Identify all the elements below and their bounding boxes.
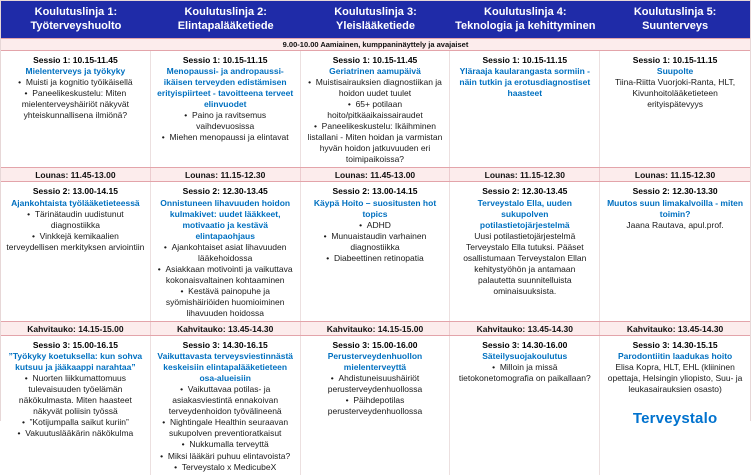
session-2-row — [1, 182, 750, 321]
track-name-label: Elintapalääketiede — [177, 19, 274, 32]
session-time: Sessio 3: 14.30-16.15 — [182, 340, 268, 351]
lounas-row — [1, 167, 750, 182]
session-speaker-text: Elisa Kopra, HLT, EHL (kliininen opettaja, Helsingin yliopisto, Suu- ja leukasairauksien osasto) — [607, 362, 743, 395]
session-time: Sessio 3: 14.30-16.00 — [482, 340, 568, 351]
session-bullet: • Vaikuttavaa potilas- ja asiakasviestintä ennakoivan terveydenhoidon työvälineenä — [156, 384, 295, 417]
session-bullet: • Diabeettinen retinopatia — [306, 253, 445, 264]
session-1-cell-2 — [151, 51, 301, 167]
session-bullet: • Terveystalo x MedicubeX — [156, 462, 295, 473]
header-row — [1, 1, 750, 38]
session-title: Perusterveydenhuollon mielenterveyttä — [327, 351, 423, 373]
session-title: Muutos suun limakalvoilla - miten toimin? — [607, 197, 744, 219]
session-time: Sessio 2: 12.30-13.45 — [482, 186, 568, 197]
session-1-cell-5 — [600, 51, 750, 167]
session-speaker-text: Uusi potilastietojärjestelmä Terveystalo Ella tutuksi. Pääset osallistumaan Terveystalon Ellan kehitystyöhön ja antamaan palautetta suunnitelluista ominaisuuksista. — [463, 230, 587, 296]
session-time: Sessio 3: 15.00-16.15 — [32, 340, 118, 351]
session-2-cell-1 — [1, 182, 151, 321]
session-3-cell-4 — [450, 336, 600, 475]
session-1-row — [1, 51, 750, 167]
session-bullet: • Milloin ja missä tietokonetomografia on paikallaan? — [455, 362, 594, 384]
session-time: Sessio 1: 10.15-11.45 — [332, 55, 418, 65]
session-bullet: • Miehen menopaussi ja elintavat — [156, 132, 295, 143]
session-title: Vaikuttavasta terveysviestinnästä keskeisiin elintapalääketieteen osa-alueisiin — [157, 351, 293, 384]
track-number-label: Koulutuslinja 3: — [334, 5, 417, 18]
session-time: Sessio 2: 13.00-14.15 — [32, 186, 118, 197]
header-cell-koulutuslinja-5 — [600, 1, 750, 38]
session-1-cell-4 — [450, 51, 600, 167]
session-bullet: • Vinkkejä kemikaalien terveydellisen merkityksen arviointiin — [6, 231, 145, 253]
session-2-cell-5 — [600, 182, 750, 321]
session-title: Onnistuneen lihavuuden hoidon kulmakivet: uudet lääkkeet, motivaatio ja kestävä elintapaohjaus — [160, 197, 291, 241]
kahvitauko-row — [1, 321, 750, 336]
session-bullet: • Muistisairauksien diagnostiikan ja hoidon uudet tuulet — [306, 77, 445, 99]
session-bullet: • Nuorten liikkumattomuus tulevaisuuden työelämän näkökulmasta. Miten haasteet näkyvät poliisin työssä — [6, 373, 145, 417]
session-1-cell-3 — [301, 51, 451, 167]
lounas-cell-3: Lounas: 11.45-13.00 — [301, 168, 451, 181]
session-title: ”Työkyky koetuksella: kun sohva kutsuu ja jääkaappi narahtaa” — [8, 351, 143, 373]
lounas-cell-2: Lounas: 11.15-12.30 — [151, 168, 301, 181]
session-title: Yläraaja kaularangasta sormiin - näin tutkin ja erotusdiagnostiset haasteet — [459, 66, 591, 99]
session-speaker-text: Tiina-Riitta Vuorjoki-Ranta, HLT, Kivunhoitolääketieteen erityispätevyys — [615, 77, 736, 110]
header-cell-koulutuslinja-4 — [450, 1, 600, 38]
session-2-cell-4 — [450, 182, 600, 321]
session-bullet: • Tärinätaudin uudistunut diagnostiikka — [6, 209, 145, 231]
session-3-cell-5 — [600, 336, 750, 475]
session-bullet: • Miksi lääkäri puhuu elintavoista? — [156, 451, 295, 462]
session-bullet: • Asiakkaan motivointi ja vaikuttava kokonaisvaltainen kohtaaminen — [156, 264, 295, 286]
session-bullet: • Muisti ja kognitio työikäisellä — [6, 77, 145, 88]
track-name-label: Työterveyshuolto — [30, 19, 122, 32]
terveystalo-logo: Terveystalo — [632, 410, 718, 428]
lounas-cell-1: Lounas: 11.45-13.00 — [1, 168, 151, 181]
track-number-label: Koulutuslinja 5: — [633, 5, 717, 18]
session-bullet: • 65+ potilaan hoito/pitkäaikaissairaudet — [306, 99, 445, 121]
kahvitauko-cell-1: Kahvitauko: 14.15-15.00 — [1, 322, 151, 335]
session-time: Sessio 1: 10.15-11.45 — [33, 55, 118, 65]
track-number-label: Koulutuslinja 2: — [184, 5, 267, 18]
session-title: Suupolte — [656, 66, 694, 77]
lounas-cell-5: Lounas: 11.15-12.30 — [634, 169, 716, 180]
session-bullet: • Päihdepotilas perusterveydenhuollossa — [306, 395, 445, 417]
session-bullet: • Ahdistuneisuushäiriöt perusterveydenhuollossa — [306, 373, 445, 395]
session-title: Käypä Hoito – suositusten hot topics — [313, 197, 437, 219]
kahvitauko-cell-4: Kahvitauko: 13.45-14.30 — [450, 322, 600, 335]
session-2-cell-2 — [151, 182, 301, 321]
session-bullet: • Kestävä painopuhe ja syömishäiriöiden huomioiminen lihavuuden hoidossa — [156, 286, 295, 319]
session-1-cell-1 — [1, 51, 151, 167]
session-title: Parodontiitin laadukas hoito — [617, 351, 733, 362]
session-time: Sessio 1: 10.15-11.15 — [182, 55, 268, 65]
kahvitauko-cell-2: Kahvitauko: 13.45-14.30 — [151, 322, 301, 335]
session-3-row — [1, 336, 750, 475]
session-time: Sessio 1: 10.15-11.15 — [482, 55, 568, 65]
session-bullet: • ”Kotijumpalla saikut kuriin” — [6, 417, 145, 428]
session-bullet: • Paneelikeskustelu: Miten mielenterveyshäiriöt näkyvät yhteiskunnallisena ilmiönä? — [6, 88, 145, 121]
header-cell-koulutuslinja-3 — [301, 1, 451, 38]
session-bullet: • Munuaistaudin varhainen diagnostiikka — [306, 231, 445, 253]
header-cell-koulutuslinja-2 — [151, 1, 301, 38]
session-time: Sessio 3: 15.00-16.00 — [332, 340, 418, 351]
track-number-label: Koulutuslinja 1: — [34, 5, 118, 18]
session-time: Sessio 2: 12.30-13.45 — [182, 186, 268, 197]
session-title: Menopaussi- ja andropaussi-ikäisen terveyden edistämisen erityispiirteet - tavoitteena terveet elinvuodet — [157, 66, 294, 110]
session-bullet: • Paino ja ravitsemus vaihdevuosissa — [156, 110, 295, 132]
session-bullet: • ADHD — [306, 220, 445, 231]
session-title: Säteilysuojakoulutus — [482, 351, 568, 362]
session-3-cell-3 — [301, 336, 451, 475]
track-name-label: Suunterveys — [642, 19, 709, 32]
header-cell-koulutuslinja-1 — [1, 1, 151, 38]
track-name-label: Teknologia ja kehittyminen — [455, 19, 596, 32]
session-bullet: • Ajankohtaiset asiat lihavuuden lääkehoidossa — [156, 242, 295, 264]
session-time: Sessio 2: 13.00-14.15 — [332, 186, 418, 197]
kahvitauko-cell-3: Kahvitauko: 14.15-15.00 — [301, 322, 451, 335]
kahvitauko-cell-5: Kahvitauko: 13.45-14.30 — [626, 323, 724, 334]
session-time: Sessio 1: 10.15-11.15 — [632, 55, 718, 65]
session-title: Ajankohtaista työlääketieteessä — [11, 197, 140, 208]
session-time: Sessio 3: 14.30-15.15 — [632, 340, 718, 351]
session-bullet: • Nightingale Healthin seuraavan sukupolven preventioratkaisut — [156, 417, 295, 439]
session-title: Mielenterveys ja työkyky — [25, 66, 126, 77]
track-name-label: Yleislääketiede — [336, 19, 415, 32]
lounas-cell-4: Lounas: 11.15-12.30 — [450, 168, 600, 181]
breakfast-strip: 9.00-10.00 Aamiainen, kumppaninäyttely ja avajaiset — [1, 38, 750, 51]
session-3-cell-1 — [1, 336, 151, 475]
session-bullet: • Vakuutuslääkärin näkökulma — [6, 428, 145, 439]
track-number-label: Koulutuslinja 4: — [484, 5, 567, 18]
session-speaker-text: Jaana Rautava, apul.prof. — [626, 219, 724, 230]
session-bullet: • Nukkumalla terveyttä — [156, 439, 295, 450]
session-title: Geriatrinen aamupäivä — [329, 66, 421, 77]
session-3-cell-2 — [151, 336, 301, 475]
session-2-cell-3 — [301, 182, 451, 321]
session-title: Terveystalo Ella, uuden sukupolven potilastietojärjestelmä — [477, 197, 572, 230]
session-time: Sessio 2: 12.30-13.30 — [632, 186, 718, 197]
session-bullet: • Paneelikeskustelu: Ikäihminen listallani - Miten hoidan ja varmistan hyvän hoidon jatkuvuuden eri toimipaikoissa? — [306, 121, 445, 165]
